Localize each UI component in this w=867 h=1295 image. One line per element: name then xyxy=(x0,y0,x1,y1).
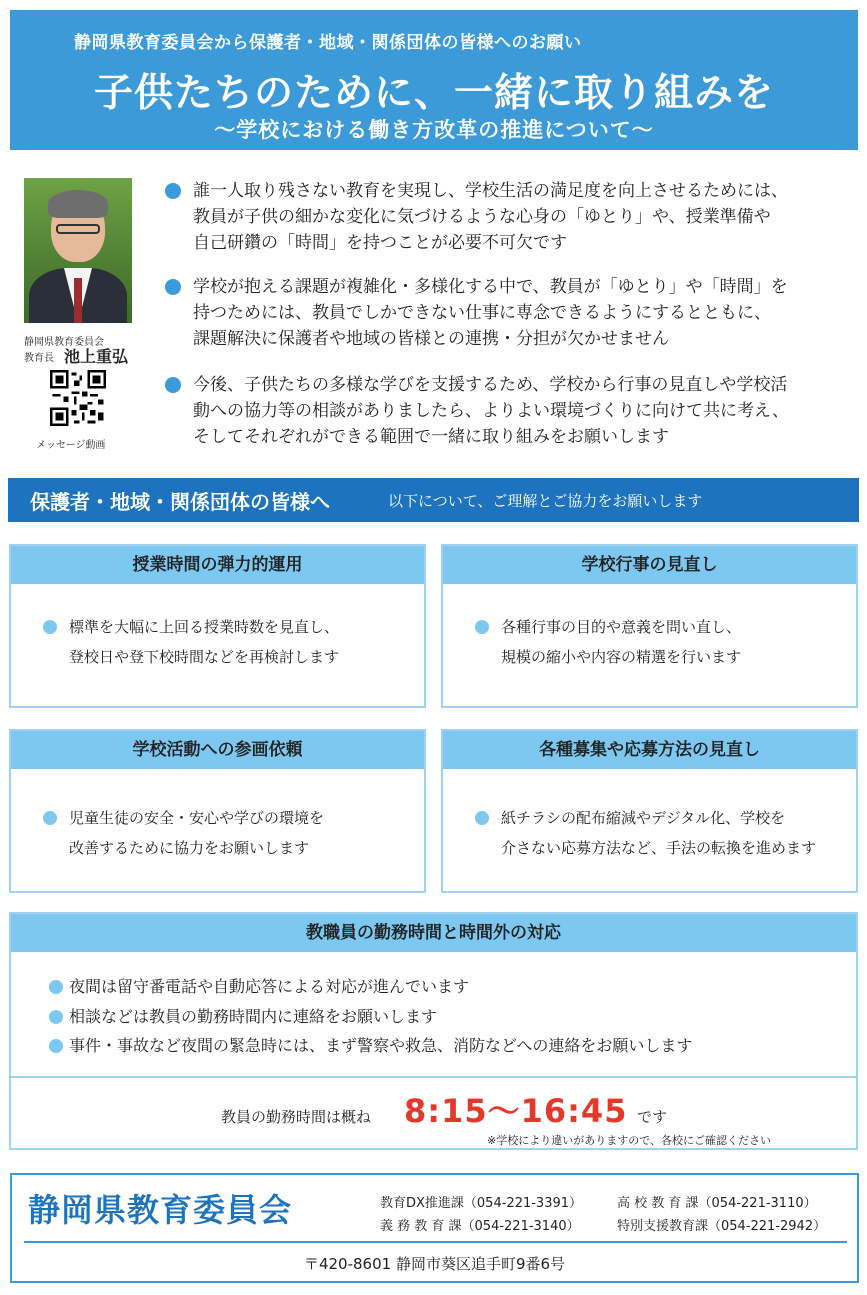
contact-line: 特別支援教育課（054-221-2942） xyxy=(617,1219,827,1234)
profile-org: 静岡県教育委員会 xyxy=(24,337,104,348)
divider xyxy=(11,1076,856,1078)
message-line: 今後、子供たちの多様な学びを支援するため、学校から行事の見直しや学校活 xyxy=(193,375,788,395)
message-line: 課題解決に保護者や地域の皆様との連携・分担が欠かせません xyxy=(193,329,669,349)
message-line: 教員が子供の細かな変化に気づけるような心身の「ゆとり」や、授業準備や xyxy=(193,207,771,227)
profile-name: 池上重弘 xyxy=(64,347,129,366)
footer-divider xyxy=(24,1241,847,1243)
bullet-icon xyxy=(475,811,489,825)
box-title: 学校行事の見直し xyxy=(443,546,856,584)
header-banner xyxy=(10,10,858,150)
box-line: 児童生徒の安全・安心や学びの環境を xyxy=(69,809,325,827)
hours-item: 夜間は留守番電話や自動応答による対応が進んでいます xyxy=(49,974,469,997)
message-item xyxy=(165,274,855,352)
box-title: 学校活動への参画依頼 xyxy=(11,731,424,769)
band-title: 保護者・地域・関係団体の皆様へ xyxy=(30,490,330,514)
box-line: 介さない応募方法など、手法の転換を進めます xyxy=(501,839,817,857)
message-line: 動への協力等の相談がありましたら、よりよい環境づくりに向けて共に考え、 xyxy=(193,401,790,421)
bullet-icon xyxy=(475,620,489,634)
contact-line: 高 校 教 育 課（054-221-3110） xyxy=(617,1196,817,1211)
message-item xyxy=(165,178,855,256)
hours-label: 教員の勤務時間は概ね xyxy=(221,1108,372,1126)
profile-role: 教育長 xyxy=(24,353,54,364)
message-item xyxy=(165,372,855,450)
hours-box xyxy=(9,912,858,1150)
bullet-icon xyxy=(43,620,57,634)
working-hours: 8:15～16:45 xyxy=(404,1092,628,1130)
box-line: 標準を大幅に上回る授業時数を見直し、 xyxy=(69,618,340,636)
box-line: 改善するために協力をお願いします xyxy=(69,839,310,857)
message-line: 学校が抱える課題が複雑化・多様化する中で、教員が「ゆとり」や「時間」を xyxy=(193,277,788,297)
message-line: 持つためには、教員でしかできない仕事に専念できるようにするとともに、 xyxy=(193,303,771,323)
hours-suffix: です xyxy=(637,1108,668,1126)
box-title: 教職員の勤務時間と時間外の対応 xyxy=(11,914,856,952)
box-title: 各種募集や応募方法の見直し xyxy=(443,731,856,769)
contact-line: 義 務 教 育 課（054-221-3140） xyxy=(380,1219,580,1234)
request-box xyxy=(441,544,858,708)
hours-note: ※学校により違いがありますので、各校にご確認ください xyxy=(487,1134,771,1147)
page-subtitle: ～学校における働き方改革の推進について～ xyxy=(214,118,654,142)
hours-item: 相談などは教員の勤務時間内に連絡をお願いします xyxy=(49,1004,437,1027)
request-box xyxy=(441,729,858,893)
message-line: そしてそれぞれができる範囲で一緒に取り組みをお願いします xyxy=(193,427,669,447)
box-line: 紙チラシの配布縮減やデジタル化、学校を xyxy=(501,809,786,827)
band-subtitle: 以下について、ご理解とご協力をお願いします xyxy=(388,492,703,510)
bullet-icon xyxy=(49,980,63,994)
header-subheading: 静岡県教育委員会から保護者・地域・関係団体の皆様へのお願い xyxy=(74,33,582,53)
message-line: 自己研鑽の「時間」を持つことが必要不可欠です xyxy=(193,233,567,253)
request-box xyxy=(9,729,426,893)
box-title: 授業時間の弾力的運用 xyxy=(11,546,424,584)
section-band xyxy=(8,478,859,522)
page-title: 子供たちのために、一緒に取り組みを xyxy=(93,71,774,116)
box-line: 規模の縮小や内容の精選を行います xyxy=(501,648,742,666)
request-box xyxy=(9,544,426,708)
superintendent-photo xyxy=(24,178,132,323)
contact-line: 教育DX推進課（054-221-3391） xyxy=(380,1196,583,1211)
footer xyxy=(10,1173,859,1283)
footer-address: 〒420-8601 静岡市葵区追手町9番6号 xyxy=(303,1255,566,1273)
box-line: 各種行事の目的や意義を問い直し、 xyxy=(501,618,742,636)
bullet-icon xyxy=(49,1039,63,1053)
bullet-icon xyxy=(43,811,57,825)
bullet-icon xyxy=(49,1010,63,1024)
qr-code-icon[interactable] xyxy=(50,370,106,426)
bullet-icon xyxy=(165,377,181,393)
footer-org: 静岡県教育委員会 xyxy=(28,1191,293,1229)
bullet-icon xyxy=(165,183,181,199)
qr-label: メッセージ動画 xyxy=(36,440,106,451)
bullet-icon xyxy=(165,279,181,295)
box-line: 登校日や登下校時間などを再検討します xyxy=(69,648,340,666)
message-line: 誰一人取り残さない教育を実現し、学校生活の満足度を向上させるためには、 xyxy=(193,181,788,201)
hours-item: 事件・事故など夜間の緊急時には、まず警察や救急、消防などへの連絡をお願いします xyxy=(49,1033,692,1056)
